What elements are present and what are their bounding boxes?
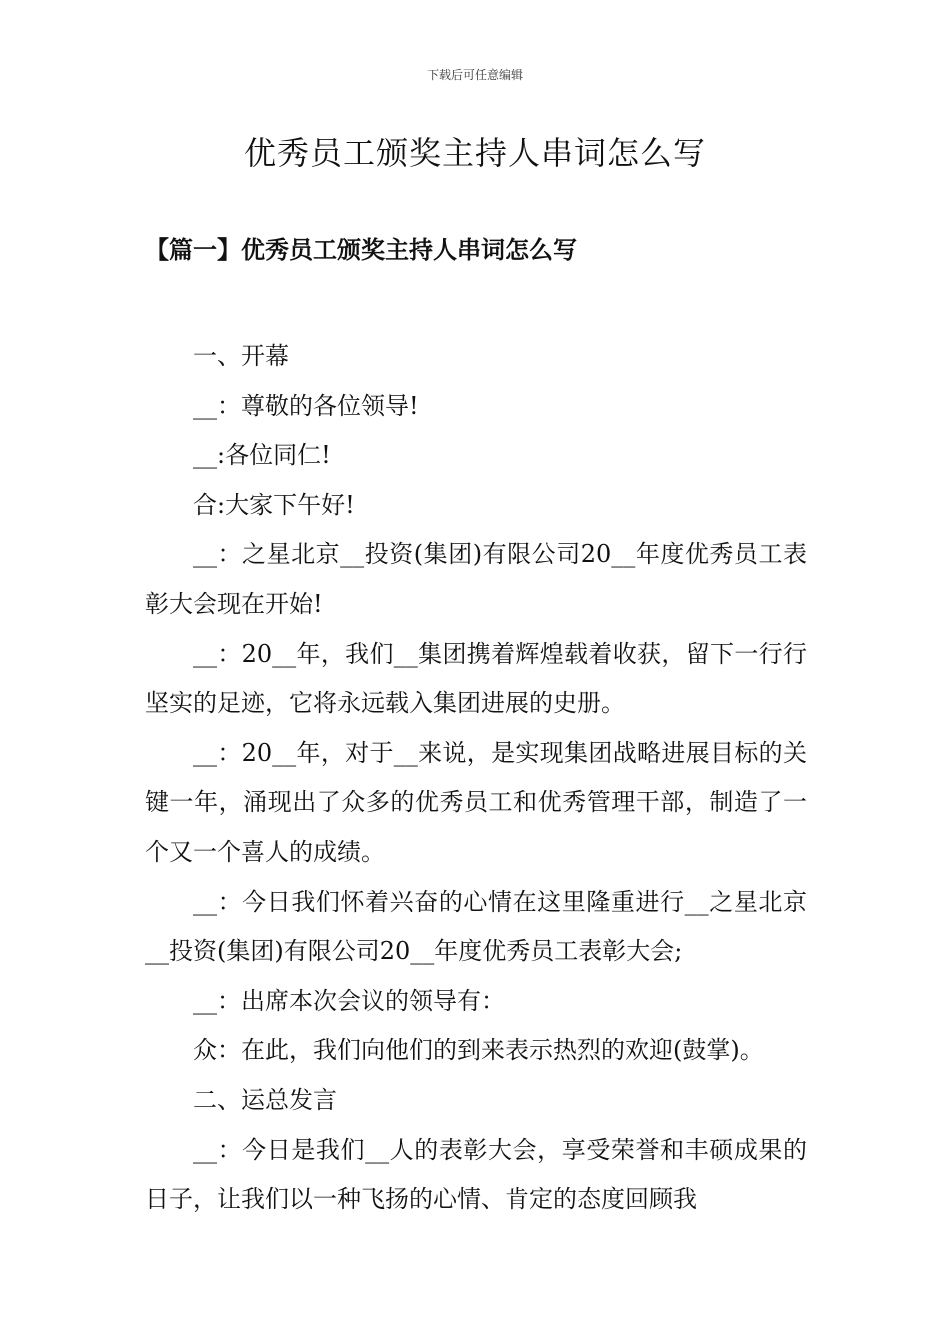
paragraph: __：出席本次会议的领导有： <box>193 986 505 1015</box>
paragraph: __：20__年，我们__集团携着辉煌载着收获，留下一行行坚实的足迹，它将永远载入集团进展的史册。 <box>145 639 807 718</box>
paragraph: 合:大家下午好! <box>193 490 355 519</box>
body-text <box>145 332 807 1225</box>
document-title: 优秀员工颁奖主持人串词怎么写 <box>243 134 706 172</box>
paragraph: __：今日我们怀着兴奋的心情在这里隆重进行__之星北京__投资(集团)有限公司20__年度优秀员工表彰大会; <box>145 887 807 966</box>
paragraph: __：尊敬的各位领导! <box>193 391 419 420</box>
paragraph: 众：在此，我们向他们的到来表示热烈的欢迎(鼓掌)。 <box>193 1036 764 1065</box>
paragraph: 二、运总发言 <box>193 1085 337 1114</box>
paragraph: __:各位同仁! <box>193 441 331 470</box>
paragraph: __：今日是我们__人的表彰大会，享受荣誉和丰硕成果的日子，让我们以一种飞扬的心情、肯定的态度回顾我 <box>145 1135 807 1214</box>
paragraph: __：20__年，对于__来说，是实现集团战略进展目标的关键一年，涌现出了众多的优秀员工和优秀管理干部，制造了一个又一个喜人的成绩。 <box>145 738 807 866</box>
section-title: 【篇一】优秀员工颁奖主持人串词怎么写 <box>145 235 577 264</box>
header-note: 下载后可任意编辑 <box>426 68 523 82</box>
paragraph: 一、开幕 <box>193 342 289 370</box>
paragraph: __：之星北京__投资(集团)有限公司20__年度优秀员工表彰大会现在开始! <box>145 540 807 618</box>
